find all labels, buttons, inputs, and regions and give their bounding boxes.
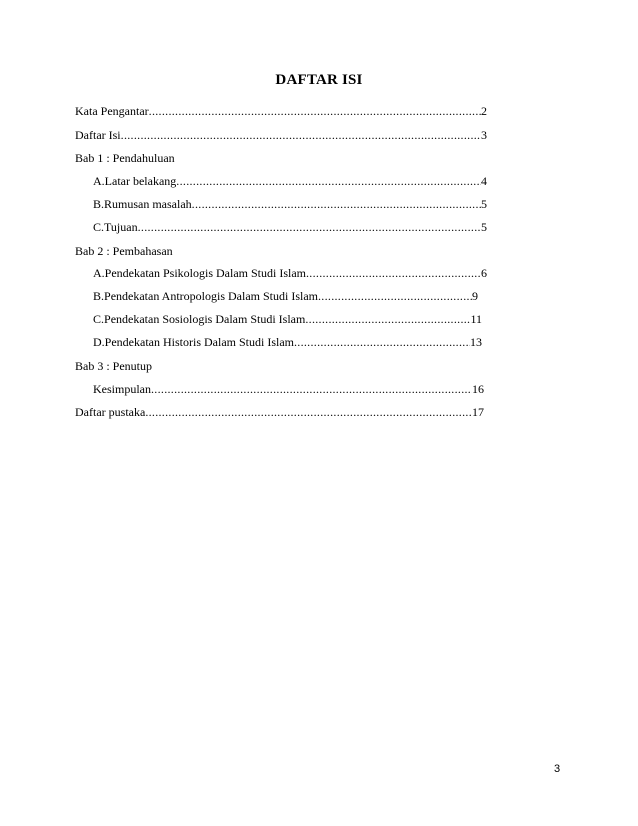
toc-leader-dots [121,127,481,143]
toc-entry-daftar-isi[interactable] [75,127,487,143]
toc-entry-sosiologis[interactable] [93,311,482,327]
toc-entry-tujuan[interactable] [93,219,487,235]
toc-entry-label: Kata Pengantar [75,104,149,118]
toc-entry-letter: A. [93,266,105,280]
toc-entry-label: Rumusan masalah [104,197,192,211]
toc-entry-page: 5 [481,197,487,211]
toc-entry-label: Daftar Isi [75,128,121,142]
toc-leader-dots [151,381,472,397]
toc-leader-dots [138,219,481,235]
toc-entry-label: Kesimpulan [93,382,151,396]
toc-entry-letter: C. [93,220,105,234]
toc-entry-label: Pendekatan Historis Dalam Studi Islam [104,335,294,349]
toc-chapter-heading-bab1: Bab 1 : Pendahuluan [75,151,175,165]
toc-entry-page: 3 [481,128,487,142]
toc-leader-dots [294,334,470,350]
toc-entry-letter: B. [93,197,105,211]
page-title: DAFTAR ISI [275,72,363,88]
toc-entry-letter: D. [93,335,105,349]
toc-leader-dots [192,196,481,212]
toc-entry-label: Pendekatan Sosiologis Dalam Studi Islam [104,312,306,326]
toc-entry-label: Tujuan [104,220,138,234]
toc-entry-kesimpulan[interactable] [93,381,484,397]
toc-entry-letter: A. [93,174,105,188]
toc-entry-rumusan-masalah[interactable] [93,196,487,212]
toc-entry-daftar-pustaka[interactable] [75,404,484,420]
toc-chapter-heading-bab3: Bab 3 : Penutup [75,359,152,373]
toc-entry-page: 5 [481,220,487,234]
toc-entry-label: Daftar pustaka [75,405,146,419]
toc-leader-dots [318,288,472,304]
toc-entry-label: Pendekatan Psikologis Dalam Studi Islam [104,266,306,280]
toc-entry-page: 2 [481,104,487,118]
toc-entry-kata-pengantar[interactable] [75,103,487,119]
toc-leader-dots [176,173,481,189]
toc-entry-antropologis[interactable] [93,288,478,304]
toc-leader-dots [145,404,472,420]
toc-leader-dots [149,103,481,119]
toc-entry-historis[interactable] [93,334,482,350]
toc-entry-page: 9 [472,289,478,303]
toc-entry-page: 16 [472,382,484,396]
toc-entry-page: 17 [472,405,484,419]
toc-entry-label: Pendekatan Antropologis Dalam Studi Islam [104,289,318,303]
toc-entry-label: Latar belakang [104,174,177,188]
toc-entry-latar-belakang[interactable] [93,173,487,189]
toc-entry-letter: C. [93,312,105,326]
toc-chapter-heading-bab2: Bab 2 : Pembahasan [75,244,173,258]
toc-entry-letter: B. [93,289,105,303]
toc-entry-page: 11 [470,312,482,326]
toc-entry-psikologis[interactable] [93,265,487,281]
toc-entry-page: 13 [470,335,482,349]
page-number: 3 [554,763,561,775]
toc-leader-dots [305,311,470,327]
toc-entry-page: 4 [481,174,487,188]
toc-entry-page: 6 [481,266,487,280]
toc-leader-dots [306,265,481,281]
